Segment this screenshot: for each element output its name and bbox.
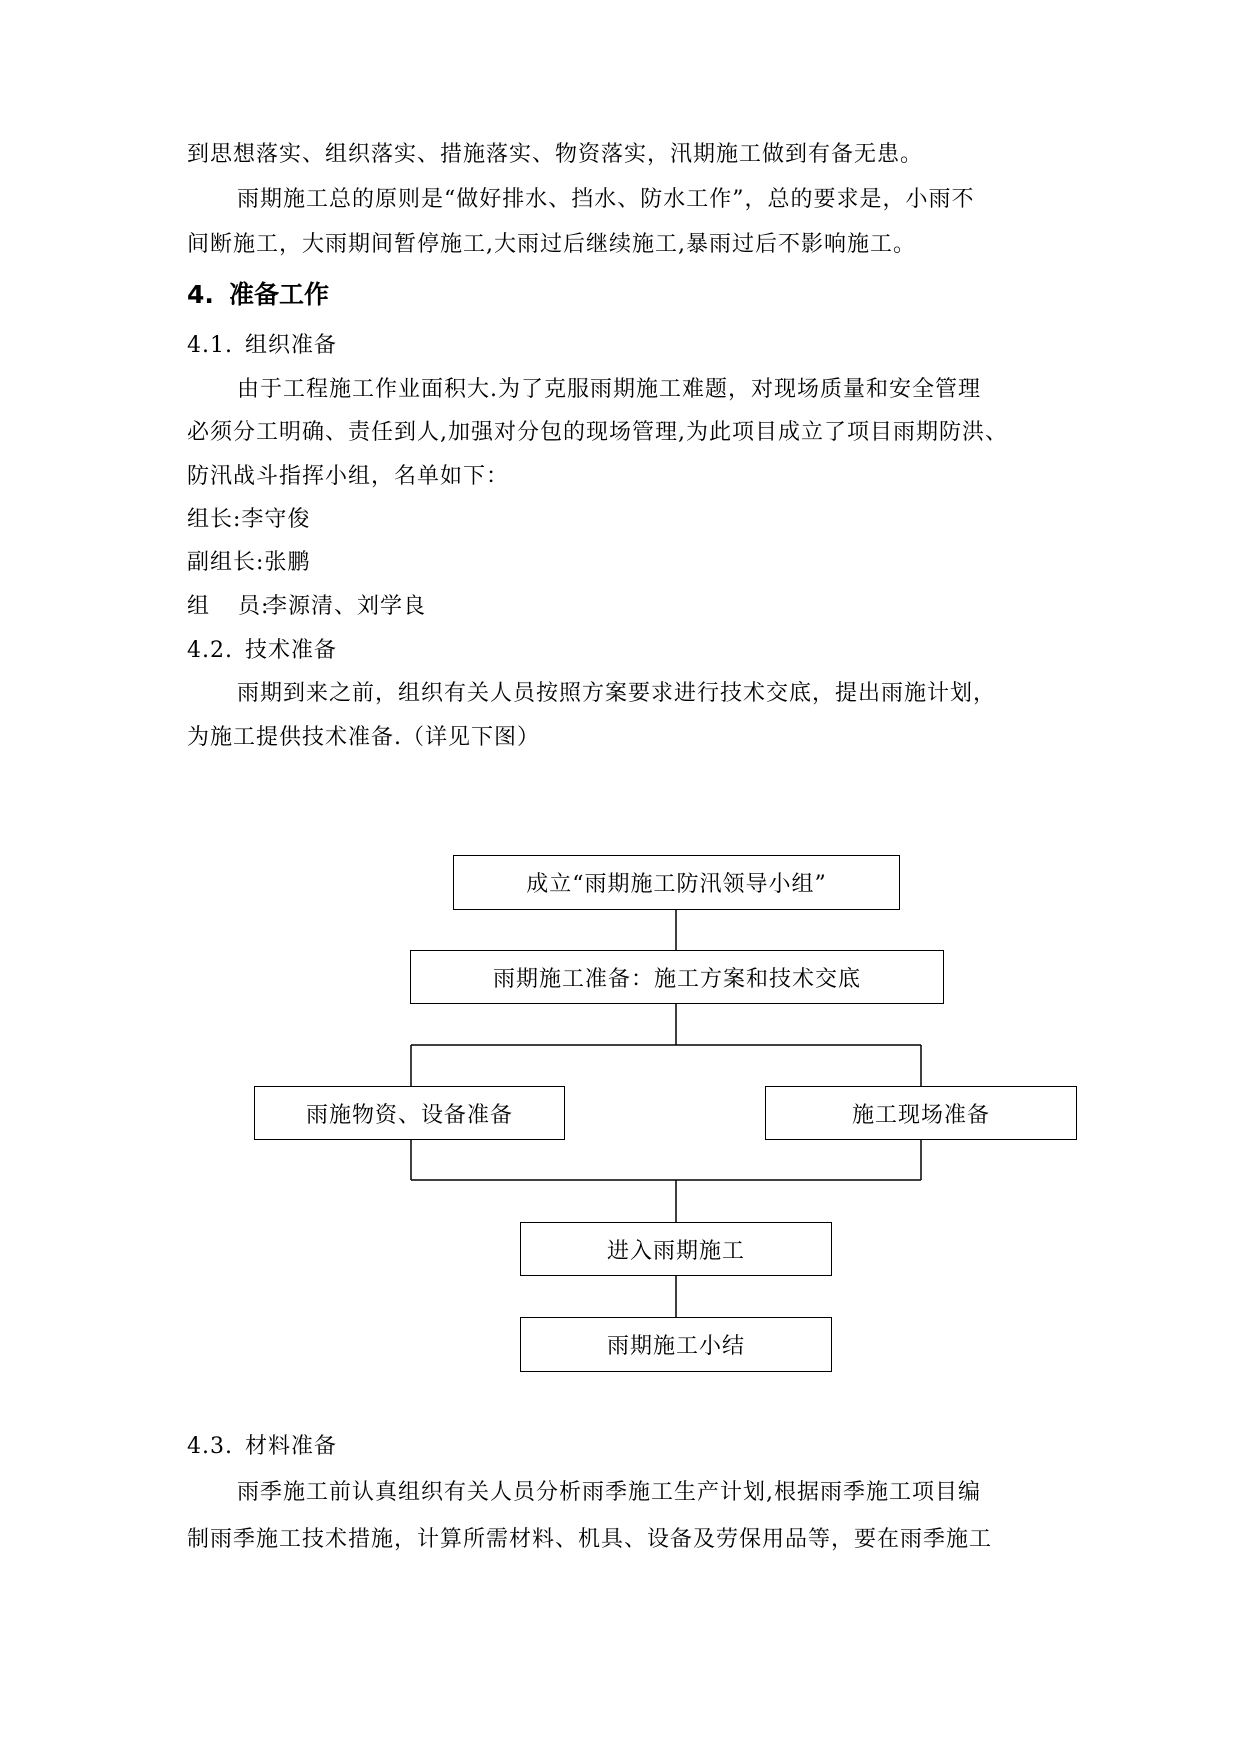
paragraph-line: 雨季施工前认真组织有关人员分析雨季施工生产计划,根据雨季施工项目编 <box>237 1480 981 1505</box>
members-label <box>187 592 270 622</box>
paragraph-line: 到思想落实、组织落实、措施落实、物资落实，汛期施工做到有备无患。 <box>187 142 924 167</box>
paragraph-line: 必须分工明确、责任到人,加强对分包的现场管理,为此项目成立了项目雨期防洪、 <box>187 420 1008 445</box>
paragraph-line: 由于工程施工作业面积大.为了克服雨期施工难题，对现场质量和安全管理 <box>237 377 981 402</box>
paragraph-line: 雨期到来之前，组织有关人员按照方案要求进行技术交底，提出雨施计划， <box>237 681 997 706</box>
subsection-number: 4.3. <box>187 1434 233 1459</box>
subsection-title: 材料准备 <box>245 1434 338 1459</box>
subsection-heading <box>187 636 337 666</box>
flow-step-materials: 雨施物资、设备准备 <box>254 1086 565 1140</box>
flow-step-preparation: 雨期施工准备：施工方案和技术交底 <box>410 950 944 1004</box>
subsection-heading <box>187 1432 337 1462</box>
paragraph-line: 防汛战斗指挥小组，名单如下： <box>187 464 510 489</box>
flow-step-site: 施工现场准备 <box>765 1086 1077 1140</box>
paragraph-line: 间断施工，大雨期间暂停施工,大雨过后继续施工,暴雨过后不影响施工。 <box>187 232 916 257</box>
members-names: 李源清、刘学良 <box>265 594 427 619</box>
subsection-number: 4.2. <box>187 638 233 663</box>
section-title: 准备工作 <box>229 280 330 309</box>
subsection-number: 4.1. <box>187 333 233 358</box>
subsection-title: 技术准备 <box>245 638 338 663</box>
flow-step-establish-group: 成立“雨期施工防汛领导小组” <box>453 855 900 910</box>
team-members <box>187 592 426 622</box>
members-label-part2: 员: <box>238 594 270 619</box>
section-heading <box>187 278 329 312</box>
paragraph-line: 雨期施工总的原则是“做好排水、挡水、防水工作”，总的要求是，小雨不 <box>237 187 975 212</box>
section-number: 4. <box>187 280 214 309</box>
paragraph-line: 制雨季施工技术措施，计算所需材料、机具、设备及劳保用品等，要在雨季施工 <box>187 1527 993 1552</box>
flow-step-enter-rainy-season: 进入雨期施工 <box>520 1222 832 1276</box>
flow-step-summary: 雨期施工小结 <box>520 1317 832 1372</box>
subsection-heading <box>187 331 337 361</box>
team-leader: 组长:李守俊 <box>187 507 311 532</box>
subsection-title: 组织准备 <box>245 333 338 358</box>
team-deputy: 副组长:张鹏 <box>187 550 311 575</box>
members-label-part1: 组 <box>187 594 211 619</box>
paragraph-line: 为施工提供技术准备.（详见下图） <box>187 725 540 750</box>
